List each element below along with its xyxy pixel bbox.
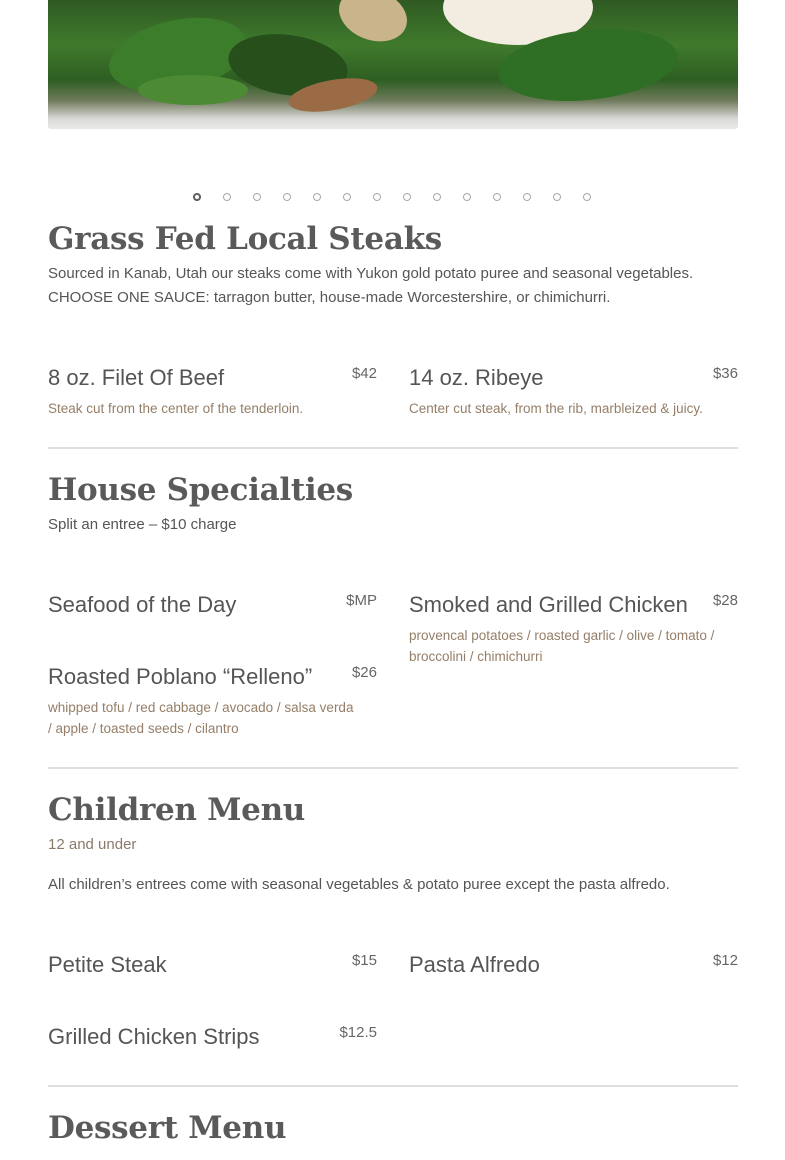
menu-item-name: Grilled Chicken Strips xyxy=(48,1024,260,1049)
menu-item-name: Seafood of the Day xyxy=(48,592,237,617)
menu-item-price: $28 xyxy=(712,592,738,609)
section-title-steaks: Grass Fed Local Steaks xyxy=(48,221,442,257)
carousel-dot-9[interactable] xyxy=(433,193,441,201)
specialties-description: Split an entree – $10 charge xyxy=(48,516,237,533)
dish-photo xyxy=(48,0,738,129)
carousel-dot-7[interactable] xyxy=(373,193,381,201)
menu-item-name: 8 oz. Filet Of Beef xyxy=(48,365,225,390)
menu-item-price: $42 xyxy=(351,365,377,382)
menu-item-name: Roasted Poblano “Relleno” xyxy=(48,664,313,689)
carousel-dot-3[interactable] xyxy=(253,193,261,201)
menu-item-name: Petite Steak xyxy=(48,952,167,977)
carousel-dot-6[interactable] xyxy=(343,193,351,201)
children-subtitle: 12 and under xyxy=(48,836,137,853)
menu-item-description: provencal potatoes / roasted garlic / olive / tomato / xyxy=(409,628,715,643)
menu-item-price: $MP xyxy=(346,592,377,609)
menu-item-name: Smoked and Grilled Chicken xyxy=(409,592,688,617)
section-divider xyxy=(48,1085,738,1087)
menu-item-description: broccolini / chimichurri xyxy=(409,649,543,664)
menu-item-description: Center cut steak, from the rib, marbleized & juicy. xyxy=(409,401,703,416)
carousel-dot-12[interactable] xyxy=(523,193,531,201)
menu-item-name: 14 oz. Ribeye xyxy=(409,365,544,390)
photo-detail xyxy=(138,75,248,105)
section-divider xyxy=(48,767,738,769)
carousel-dot-5[interactable] xyxy=(313,193,321,201)
menu-item-description: Steak cut from the center of the tenderloin. xyxy=(48,401,304,416)
menu-item-description: whipped tofu / red cabbage / avocado / salsa verda xyxy=(48,700,354,715)
children-description: All children’s entrees come with seasonal vegetables & potato puree except the pasta alfredo. xyxy=(48,876,670,893)
carousel-dot-4[interactable] xyxy=(283,193,291,201)
carousel-dot-8[interactable] xyxy=(403,193,411,201)
section-title-children: Children Menu xyxy=(48,792,306,828)
menu-item-price: $26 xyxy=(351,664,377,681)
steaks-description-line2: CHOOSE ONE SAUCE: tarragon butter, house-made Worcestershire, or chimichurri. xyxy=(48,289,611,306)
carousel-dot-13[interactable] xyxy=(553,193,561,201)
menu-item-price: $36 xyxy=(712,365,738,382)
menu-item-price: $15 xyxy=(351,952,377,969)
carousel-dot-1[interactable] xyxy=(193,193,201,201)
carousel-dot-2[interactable] xyxy=(223,193,231,201)
photo-detail xyxy=(332,0,415,50)
section-title-specialties: House Specialties xyxy=(48,472,353,508)
menu-item-description: / apple / toasted seeds / cilantro xyxy=(48,721,239,736)
menu-item-name: Pasta Alfredo xyxy=(409,952,540,977)
menu-item-price: $12.5 xyxy=(339,1024,377,1041)
carousel-dot-11[interactable] xyxy=(493,193,501,201)
carousel-dots xyxy=(193,193,613,203)
menu-item-price: $12 xyxy=(712,952,738,969)
carousel-dot-10[interactable] xyxy=(463,193,471,201)
steaks-description-line1: Sourced in Kanab, Utah our steaks come with Yukon gold potato puree and seasonal vegetables. xyxy=(48,265,694,282)
section-title-dessert: Dessert Menu xyxy=(48,1110,287,1146)
carousel-dot-14[interactable] xyxy=(583,193,591,201)
section-divider xyxy=(48,447,738,449)
